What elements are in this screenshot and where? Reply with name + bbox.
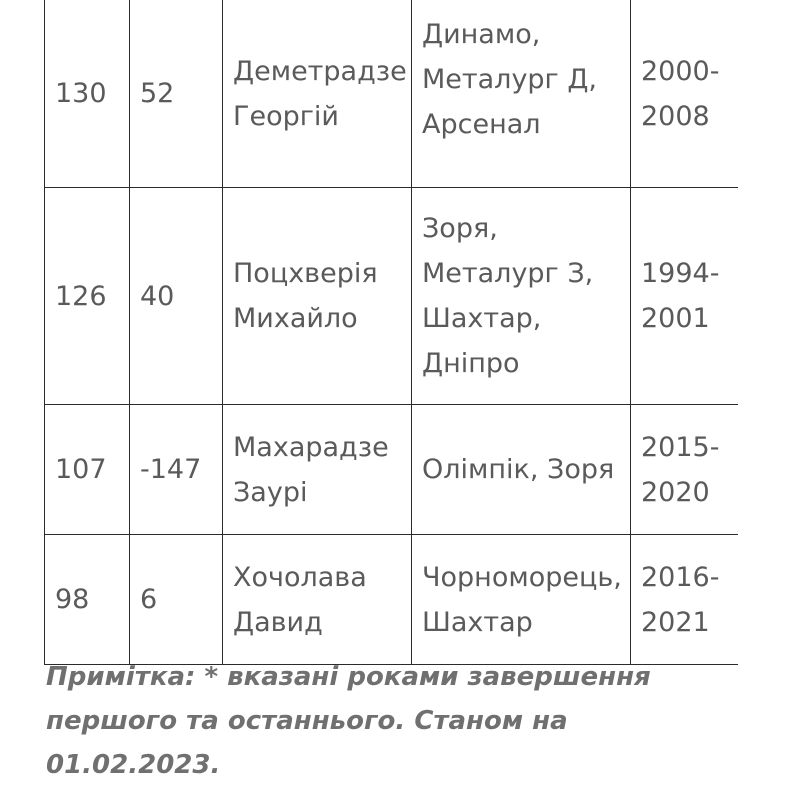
goals-cell	[130, 535, 223, 665]
club-name: Металург Д,	[422, 64, 597, 95]
goals-value: 6	[140, 584, 158, 615]
club-name: Дніпро	[422, 348, 520, 379]
player-surname: Деметрадзе	[233, 55, 407, 87]
player-name-cell	[223, 0, 412, 188]
years-end: 2021	[641, 606, 710, 638]
clubs-cell	[412, 0, 631, 188]
club-name: Металург З,	[422, 258, 594, 289]
table-row	[45, 405, 738, 535]
games-cell	[45, 405, 130, 535]
years-start: 2000-	[641, 55, 720, 87]
club-name: Арсенал	[422, 109, 541, 140]
player-firstname: Михайло	[233, 303, 358, 334]
years-cell	[631, 535, 738, 665]
club-name: Олімпік, Зоря	[422, 454, 615, 485]
years-start: 2015-	[641, 431, 720, 463]
years-start: 2016-	[641, 561, 720, 593]
years-cell	[631, 405, 738, 535]
years-cell	[631, 188, 738, 405]
games-value: 130	[55, 78, 107, 109]
player-firstname: Георгій	[233, 100, 339, 132]
player-surname: Поцхверія	[233, 258, 378, 289]
years-end: 2020	[641, 476, 710, 508]
games-value: 126	[55, 280, 107, 312]
player-surname: Хочолава	[233, 561, 367, 593]
goals-cell	[130, 405, 223, 535]
games-cell	[45, 188, 130, 405]
goals-value: 40	[140, 280, 175, 312]
table-row	[45, 0, 738, 188]
goals-value: -147	[140, 454, 202, 485]
years-cell	[631, 0, 738, 188]
table-footnote	[46, 655, 746, 787]
footnote-line: першого та останнього. Станом на	[46, 706, 568, 736]
club-name: Шахтар,	[422, 303, 542, 334]
games-value: 107	[55, 454, 107, 485]
club-name: Чорноморець,	[422, 561, 622, 593]
table-row	[45, 188, 738, 405]
clubs-cell	[412, 188, 631, 405]
player-name-cell	[223, 405, 412, 535]
years-end: 2008	[641, 100, 710, 132]
goals-cell	[130, 188, 223, 405]
years-end: 2001	[641, 303, 710, 334]
player-firstname: Давид	[233, 606, 323, 638]
player-surname: Махарадзе	[233, 431, 389, 463]
club-name: Динамо,	[422, 19, 541, 50]
games-cell	[45, 0, 130, 188]
clubs-cell	[412, 405, 631, 535]
years-start: 1994-	[641, 258, 720, 289]
players-table	[44, 0, 738, 665]
club-name: Зоря,	[422, 213, 498, 244]
goals-value: 52	[140, 78, 175, 109]
goals-cell	[130, 0, 223, 188]
footnote-line: Примітка: * вказані роками завершення	[46, 662, 651, 692]
club-name: Шахтар	[422, 606, 533, 638]
footnote-line: 01.02.2023.	[46, 750, 221, 780]
player-name-cell	[223, 535, 412, 665]
player-firstname: Заурі	[233, 476, 308, 508]
games-value: 98	[55, 584, 90, 615]
clubs-cell	[412, 535, 631, 665]
games-cell	[45, 535, 130, 665]
table-row	[45, 535, 738, 665]
player-name-cell	[223, 188, 412, 405]
stats-table-container	[44, 0, 737, 665]
